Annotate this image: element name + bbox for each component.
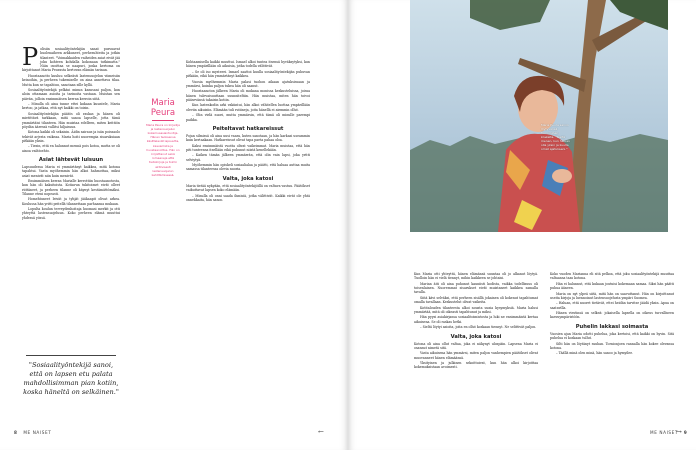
paragraph: Lapsuudessa Maria ei ymmärtänyt kaikkea, mitä kotona tapahtui. Vasta myöhemmin hän alkoi hahmottaa, miksi asiat menivät niin kuin menivät.	[22, 164, 120, 178]
paragraph: Marian äiti oli aina puhunut kauniisti kodista, vaikka todellisuus oli toisenlainen. Nuoremmat sisarukset eivät muistaneet kaikkea samalla tavalla.	[414, 281, 538, 295]
paragraph: Huostaanotto kuuluu selkeästi lastensuojelun viimeisiin keinoihin, ja perheen tukemiselle on aina annettava tilaa. Mutta kun se tapahtuu, sanotaan sille kyllä.	[22, 73, 120, 87]
page-number: 9	[683, 430, 688, 435]
sidebar-name-line-2: Peura	[150, 108, 176, 118]
paragraph: olisiin sosiaalityöntekijän sanat pursuavat huolenaiheen arkkuneet, perhesuhteita ja jotkin tilanteet. "Voimakkaiden vaiheiden asiat eivät jää joku kohteen kohdalla kokonaan tutkimatta." Näin osoittaa se naapuri, jonka kertoma on kirjoittanut Maria Peurasta kertovan elämän tarinan.	[22, 47, 121, 73]
paragraph: Maria on nyt ylpeä siitä, mitä hän on saavuttanut. Hän on kirjoittanut useita kirjoja ja luennoinut lastensuojelusta ympäri Suomea.	[550, 291, 674, 300]
pull-quote	[22, 355, 120, 397]
right-column-1	[414, 272, 538, 371]
subheading: Peiteltavat hatkareissut	[212, 125, 284, 132]
author-sidebar	[145, 98, 181, 177]
paragraph: Ensimmäisen kerran Marialle kerrottiin huostaanotosta, kun hän oli kaksitoista. Kotiavun tukitoimet eivät olleet riittäneet, ja perheen tilanne oli käynyt kestämättömäksi. Tilanne eteni nopeasti.	[22, 179, 120, 196]
paragraph: – Tiesin, että en halunnut mennä pois kotoa, mutta se oli ainoa vaihtoehto.	[22, 144, 120, 153]
paragraph: Vuosien ajan Maria odotti puhelua, joka kertoisi, että kaikki on hyvin. Sitä puhelua ei koskaan tullut.	[550, 331, 674, 341]
paragraph: – Minulla oli onni saada ihmisiä, jotka välittivät. Kaikki eivät ole yhtä onnekkaita, hän sanoo.	[186, 193, 310, 202]
quote-rule	[26, 355, 116, 356]
paragraph: Hän pyysi asiakirjansa sosiaalitoimistosta ja luki ne ensimmäistä kertaa aikuisena. Se oli raskas hetki.	[414, 315, 538, 324]
paragraph: – Täällä minä olen minä, hän sanoo ja hymyilee.	[556, 351, 634, 356]
sidebar-text: Maria Peura on kirjailija ja lastensuojelun kokemusasiantuntija. Hänen teoksensa käsittelevät lapsuutta, kasvamista ja huostaanottoa. Hän on kirjoittanut sekä romaaneja että tietokirjoja ja toimii aktiivisesti lastensuojelun kehittämisessä.	[146, 122, 180, 178]
left-folio	[14, 430, 51, 435]
paragraph: Kotona oli aina ollut valtaa, joka ei näkynyt ulospäin. Lapsena Maria ei osannut nimetä sitä.	[414, 341, 538, 350]
page-number: 8	[14, 430, 18, 435]
paragraph: Sosiaalityöntekijän päätös oli raskas ja hänen oli mietittävä tarkkaan, mitä sanoa lapselle, jotta tämä ymmärtäisi tilanteen. Hän muistaa edelleen, miten keittiön pöydän ääressä vallitsi hiljaisuus.	[22, 111, 120, 129]
paragraph: Sosiaalityöntekijä pelkäsi minun kanssani paljon, kun aloin ottamaan asioita ja tarinoita vastaan. Muistan sen päivän, jolloin ensimmäisen kerran kerroin siitä.	[22, 88, 120, 101]
subheading: Puhelin lakkasi soimasta	[575, 323, 649, 330]
paragraph: – Haluan, että nuoret tietävät, ettei heidän tarvitse jäädä yksin. Apua on saatavilla.	[550, 301, 674, 310]
paragraph: – Kaiken tämän jälkeen ymmärrän, että olin vain lapsi, joka yritti selviytyä.	[186, 153, 310, 162]
subheading: Asiat lähtevät luisuun	[38, 156, 104, 163]
paragraph: Kohtaamisella kaikki muuttui. Ismael alkoi tuntea itsensä hyväksytyksi, kun hänen ympärillään oli aikuisia, jotka todella välittivät.	[186, 60, 310, 69]
paragraph: – Olin vielä nuori, mutta ymmärsin, että tämä oli minulle parempi paikka.	[186, 113, 310, 122]
paragraph: – Sieltä löytyi asioita, joita en ollut koskaan tiennyt. Ne selittivät paljon.	[420, 325, 537, 330]
paragraph: Huostaanoton jälkeen Maria oli mukana monissa keskusteluissa, joissa hänen tulevaisuuttaan suunniteltiin. Hän muistaa, miten hän toivoi pääsevänsä takaisin kotiin.	[186, 89, 310, 102]
paragraph: Kun Maria otti yhteyttä, hänen elämänsä suuntaa oli jo alkanut löytyä. Tuolloin hän ei vielä tiennyt, mihin kaikkeen se johtaisi.	[414, 272, 538, 281]
portrait-photo	[410, 0, 668, 232]
magazine-name: ME NAISET	[650, 430, 679, 435]
drop-cap: P	[22, 43, 39, 71]
paragraph: Vuosia myöhemmin Maria palasi tuohon aikaan ajatuksissaan ja ymmärsi, kuinka paljon tukea hän oli saanut.	[186, 79, 310, 88]
paragraph: Yksityinen ja julkinen sekoittuivat, kun hän alkoi kirjoittaa kokemuksistaan avoimesti.	[414, 361, 538, 370]
paragraph: Kotona kaikki oli sekaisin. Äidin sairaus ja isän poissaolo tekivät arjesta vaikeaa. Maria hoiti nuorempia sisaruksiaan pitkään yksin.	[22, 130, 120, 143]
paragraph: Hän ei halunnut, että kukaan joutuisi kokemaan samaa. Siksi hän päätti puhua ääneen.	[550, 281, 674, 291]
photo-illustration	[410, 0, 668, 232]
paragraph: Siitä kävi selväksi, että perheen sisällä jokainen oli kokenut tapahtumat omalla tavallaan. Keskustelut olivat vaikeita.	[414, 295, 538, 305]
paragraph: Lopulta koulun terveydenhoitaja huomasi merkit ja otti yhteyttä lastensuojeluun. Koko perheen elämä muuttui yhdessä yössä.	[22, 207, 120, 220]
pull-quote-text: "Sosiaalityöntekijä sanoi, että on lapsen etu palata mahdollisimman pian kotiin, koska häneltä on selkäinen."	[23, 360, 119, 396]
paragraph: – Minulla oli aina tunne ettei kukaan kuuntele, Maria kertoo, ja jatkaa, että nyt kaikki on toisin.	[22, 102, 120, 111]
paragraph: Silti hän on löytänyt rauhan. Tornionjoen rannalla hän kokee olevansa kotona.	[550, 341, 674, 350]
paragraph: Pojan silmissä oli aina uusi vaara, kuten sanotaan, ja hän karkasi useammin kuin kertaakaan. Hatkareissut olivat tapa paeta pahaa oloa.	[186, 133, 310, 143]
left-column-2	[186, 60, 310, 203]
paragraph: Maria tietää nykyään, että sosiaalityöntekijöillä on valtava vastuu. Päätökset vaikuttavat lapsen koko elämään.	[186, 183, 310, 193]
paragraph: Kaksi ensimmäistä vuotta olivat vaikeimmat. Maria muistaa, että hän piti tunteensa itsellään eikä puhunut niistä kenellekään.	[186, 143, 310, 152]
sidebar-name-line-1: Maria	[151, 98, 175, 108]
paragraph: Myöhemmin hän opiskeli sosiaalialaa ja päätti, että haluaa auttaa muita samassa tilanteessa olevia nuoria.	[186, 163, 310, 172]
left-column-1	[22, 43, 121, 221]
right-column-2	[550, 272, 674, 357]
sidebar-rule	[152, 120, 174, 121]
subheading: Valta, joka katosi	[450, 333, 502, 340]
arrow-right-icon: →	[676, 428, 682, 436]
paragraph: Homehtuneet leivät ja tyhjät jääkaapit olivat arkea. Koulussa hän yritti peitellä tilannettaan parhaansa mukaan.	[22, 197, 120, 206]
paragraph: Vasta aikuisena hän ymmärsi, miten paljon vanhempien päätökset olivat muovanneet hänen elämäänsä.	[414, 351, 538, 360]
magazine-name: ME NAISET	[23, 430, 52, 435]
photo-caption: Maria Peura sanoo löytyvänsä Tornionjoen koskelta. "Sieltä menen, kun haluan olla yksin ja kuulla omat ajatukseni."	[541, 123, 570, 151]
subheading: Valta, joka katosi	[222, 175, 274, 182]
paragraph: Hänen viestinsä on selkeä: jokaisella lapsella on oikeus turvalliseen kasvuympäristöön.	[550, 311, 674, 320]
arrow-left-icon: ←	[318, 428, 324, 436]
paragraph: Koko vuoden Marianna eli sitä pelkoa, että joku sosiaalityöntekijä muuttaa valtaansa taas kotona.	[550, 272, 674, 281]
paragraph: Kotitalouden tilanteesta alkoi nousta uusia kysymyksiä. Maria halusi ymmärtää, mitä oli oikeasti tapahtunut ja miksi.	[414, 305, 538, 314]
paragraph: – Se oli iso mysteeri. Ismael saattoi kuulla sosiaalityöntekijän puhuvan pitkään, eikä hän ymmärtänyt kaikkea.	[186, 69, 310, 79]
paragraph: Kun lastenkodin arki vakiintui, hän alkoi vähitellen luottaa ympärillään oleviin aikuisiin. Elämään tuli rutiineja, joita hänellä ei aiemmin ollut.	[186, 103, 310, 112]
